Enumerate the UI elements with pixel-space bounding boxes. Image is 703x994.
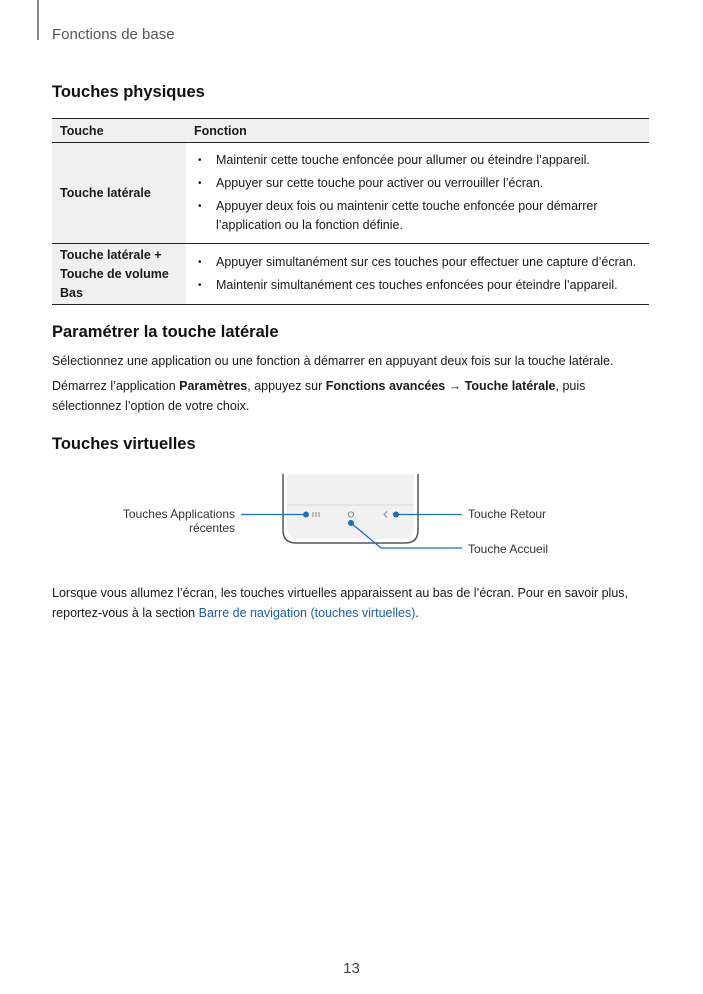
col-header-fonction: Fonction: [186, 119, 649, 143]
menu-touche-laterale: Touche latérale: [464, 379, 556, 393]
function-item: • Appuyer sur cette touche pour activer ou verrouiller l’écran.: [186, 174, 649, 193]
side-key-paragraph-1: Sélectionnez une application ou une fonction à démarrer en appuyant deux fois sur la touche latérale.: [52, 354, 614, 368]
heading-touches-virtuelles: Touches virtuelles: [52, 435, 196, 453]
navigation-bar-link[interactable]: Barre de navigation (touches virtuelles): [198, 606, 416, 620]
function-item: • Appuyer deux fois ou maintenir cette touche enfoncée pour démarrer l’application ou la fonction définie.: [186, 197, 649, 235]
table-row: [52, 244, 649, 305]
function-item: • Appuyer simultanément sur ces touches pour effectuer une capture d’écran.: [186, 253, 649, 272]
side-key-paragraph-2: Démarrez l’application Paramètres, appuyez sur Fonctions avancées → Touche latérale, puis sélectionnez l’option de votre choix.: [52, 379, 586, 413]
table-row: [52, 143, 649, 244]
heading-parametrer-touche-laterale: Paramétrer la touche latérale: [52, 323, 279, 341]
key-functions: [186, 143, 649, 244]
label-recent-apps: Touches Applications récentes: [122, 507, 235, 535]
heading-touches-physiques: Touches physiques: [52, 83, 205, 101]
menu-fonctions-avancees: Fonctions avancées: [325, 379, 446, 393]
label-home-key: Touche Accueil: [468, 542, 549, 556]
keys-table: [52, 118, 649, 305]
page-number: 13: [343, 960, 360, 977]
key-name: Touche latérale: [52, 143, 186, 244]
virtual-keys-paragraph: Lorsque vous allumez l’écran, les touches virtuelles apparaissent au bas de l’écran. Pour en savoir plus, reportez-vous à la section Barre de navigation (touches virtuelles).: [52, 586, 629, 620]
col-header-touche: Touche: [52, 119, 186, 143]
key-functions: [186, 244, 649, 305]
virtual-keys-figure: [0, 468, 703, 563]
phone-screen: [287, 474, 414, 539]
function-item: • Maintenir simultanément ces touches enfoncées pour éteindre l’appareil.: [186, 276, 649, 295]
label-back-key: Touche Retour: [468, 507, 547, 521]
section-header: Fonctions de base: [52, 26, 175, 43]
table-header-row: [52, 119, 649, 143]
function-item: • Maintenir cette touche enfoncée pour allumer ou éteindre l’appareil.: [186, 151, 649, 170]
key-name: Touche latérale + Touche de volume Bas: [52, 244, 186, 305]
header-divider: [37, 0, 39, 40]
menu-parametres: Paramètres: [179, 379, 248, 393]
